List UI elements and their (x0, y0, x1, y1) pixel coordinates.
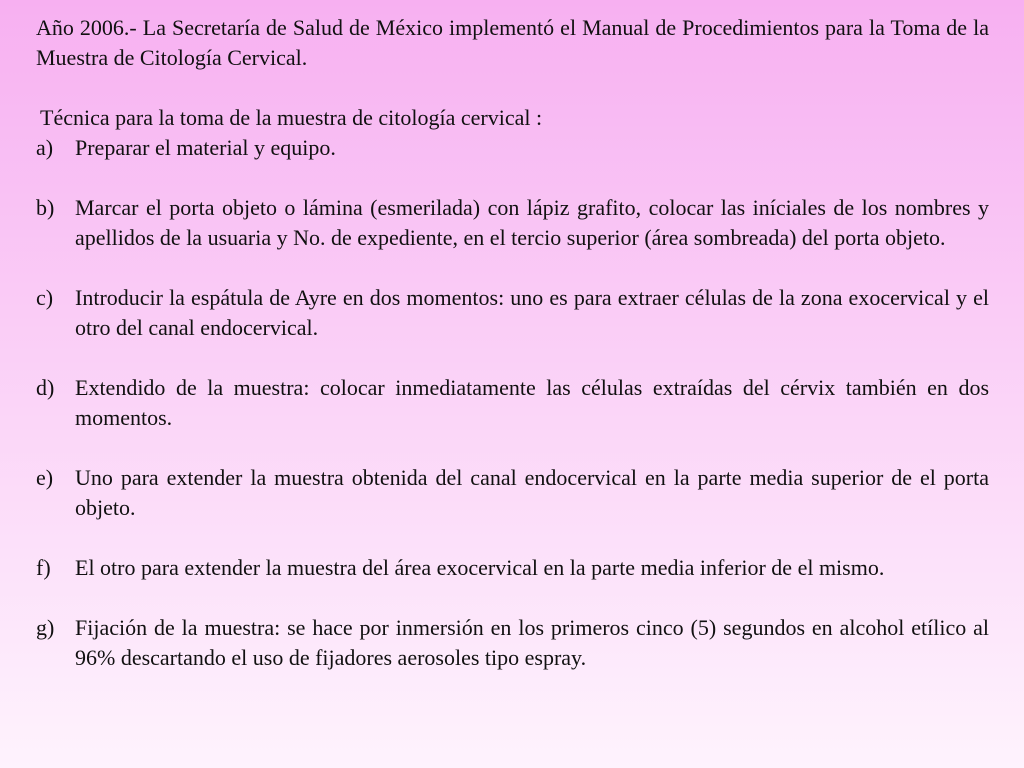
procedure-list (36, 133, 989, 673)
list-item (36, 613, 989, 673)
list-marker: c) (36, 285, 54, 310)
list-item-text: Introducir la espátula de Ayre en dos momentos: uno es para extraer células de la zona exocervical y el otro del canal endocervical. (75, 285, 989, 340)
list-item (36, 283, 989, 343)
list-item-text: Preparar el material y equipo. (75, 135, 336, 160)
list-marker: f) (36, 555, 51, 580)
list-marker: g) (36, 615, 55, 640)
list-item (36, 373, 989, 433)
list-item (36, 193, 989, 253)
list-item-text: Fijación de la muestra: se hace por inmersión en los primeros cinco (5) segundos en alcohol etílico al 96% descartando el uso de fijadores aerosoles tipo espray. (75, 615, 989, 670)
list-item-text: El otro para extender la muestra del área exocervical en la parte media inferior de el mismo. (75, 555, 885, 580)
list-marker: d) (36, 375, 55, 400)
section-subtitle: Técnica para la toma de la muestra de citología cervical : (40, 105, 543, 130)
list-item (36, 133, 989, 163)
list-marker: a) (36, 135, 54, 160)
list-item-text: Uno para extender la muestra obtenida del canal endocervical en la parte media superior de el porta objeto. (75, 465, 989, 520)
list-item-text: Extendido de la muestra: colocar inmediatamente las células extraídas del cérvix también en dos momentos. (75, 375, 989, 430)
slide-content (36, 13, 989, 673)
list-item (36, 463, 989, 523)
list-marker: e) (36, 465, 54, 490)
intro-paragraph: Año 2006.- La Secretaría de Salud de México implementó el Manual de Procedimientos para la Toma de la Muestra de Citología Cervical. (36, 15, 989, 70)
list-marker: b) (36, 195, 55, 220)
list-item (36, 553, 989, 583)
list-item-text: Marcar el porta objeto o lámina (esmerilada) con lápiz grafito, colocar las iníciales de los nombres y apellidos de la usuaria y No. de expediente, en el tercio superior (área sombreada) del porta objeto. (75, 195, 989, 250)
